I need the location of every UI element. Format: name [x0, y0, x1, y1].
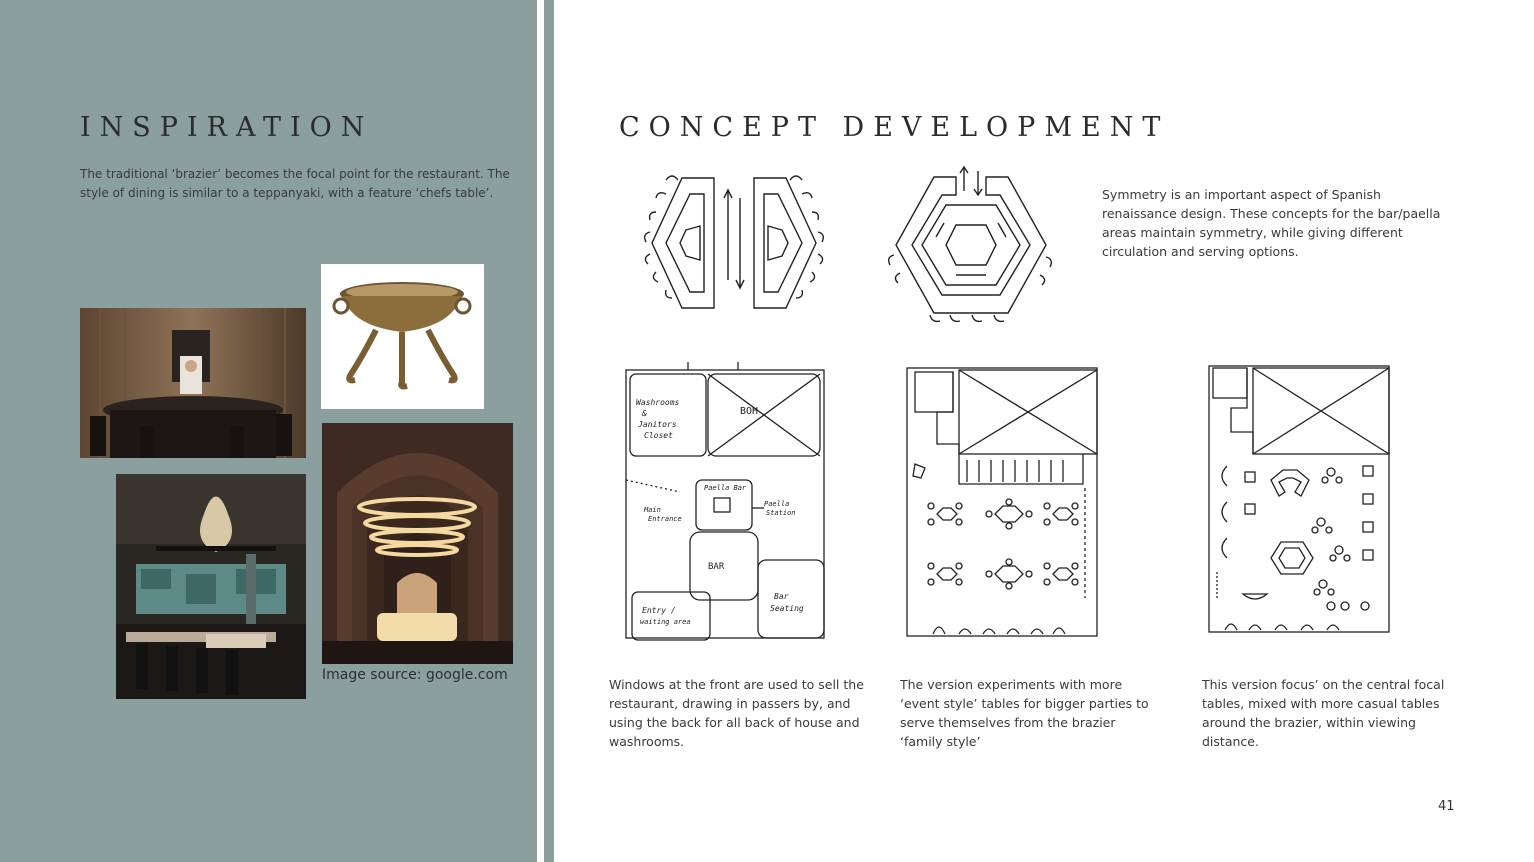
label-entrance: Entrance: [648, 515, 682, 523]
label-janitors: Janitors: [638, 420, 677, 429]
split-hexagon-sketch: [642, 168, 826, 313]
label-paella: Paella: [764, 500, 790, 508]
label-paella-bar: Paella Bar: [704, 484, 747, 492]
brazier-photo: [321, 264, 484, 409]
label-entry: Entry /: [642, 606, 676, 615]
page-number: 41: [1438, 799, 1455, 814]
label-main: Main: [644, 506, 661, 514]
floor-plan-1: [618, 360, 833, 645]
label-seating: Seating: [770, 604, 804, 613]
panel-divider: [544, 0, 554, 862]
arched-hall-photo: [322, 423, 513, 664]
label-closet: Closet: [644, 431, 673, 440]
floor-plan-2: [903, 364, 1103, 639]
inspiration-title: INSPIRATION: [80, 112, 374, 143]
hexagon-ring-sketch: [886, 165, 1056, 323]
plan-2-caption: The version experiments with more ‘event style’ tables for bigger parties to serve themselves from the brazier ‘family style’: [900, 677, 1149, 749]
concept-title: CONCEPT DEVELOPMENT: [619, 112, 1170, 143]
plan-1-caption: Windows at the front are used to sell the restaurant, drawing in passers by, and using the back for all back of house and washrooms.: [609, 677, 864, 749]
label-washrooms: Washrooms: [636, 398, 680, 407]
label-and: &: [642, 409, 647, 418]
symmetry-description: Symmetry is an important aspect of Spanish renaissance design. These concepts for the bar/paella areas maintain symmetry, while giving different circulation and serving options.: [1102, 187, 1441, 259]
plan-3-caption: This version focus’ on the central focal tables, mixed with more casual tables around the brazier, within viewing distance.: [1202, 677, 1445, 749]
label-waiting-area: waiting area: [640, 618, 691, 626]
open-kitchen-photo: [116, 474, 306, 699]
chefs-table-photo: [80, 308, 306, 458]
label-bar-label: Bar: [774, 592, 789, 601]
label-boh: BOH: [740, 406, 759, 417]
inspiration-description: The traditional ‘brazier’ becomes the focal point for the restaurant. The style of dining is similar to a teppanyaki, with a feature ‘chefs table’.: [80, 167, 510, 200]
floor-plan-3: [1205, 362, 1395, 637]
label-station: Station: [766, 509, 796, 517]
label-bar: BAR: [708, 562, 725, 572]
image-source-caption: Image source: google.com: [322, 667, 508, 683]
